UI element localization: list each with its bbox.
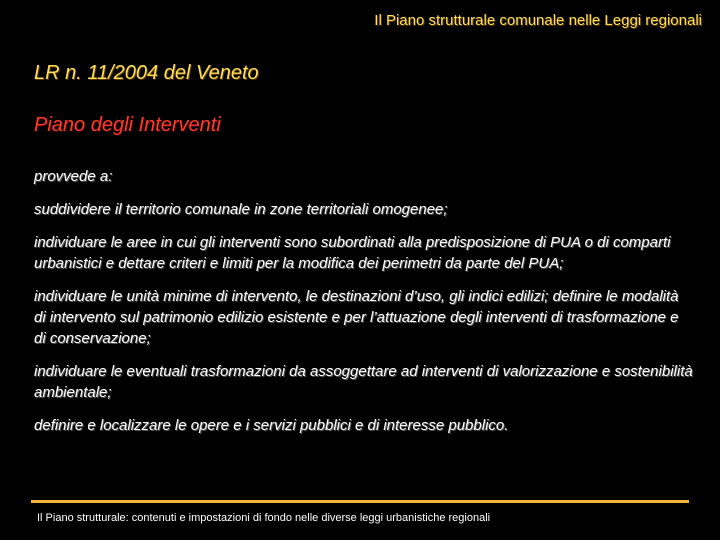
footer-text: Il Piano strutturale: contenuti e impostazioni di fondo nelle diverse leggi urbanistiche regionali bbox=[37, 512, 491, 524]
body-item: suddividere il territorio comunale in zone territoriali omogenee; bbox=[34, 201, 448, 218]
body-item: individuare le aree in cui gli interventi sono subordinati alla predisposizione di PUA o di comparti urbanistici e dettare criteri e limiti per la modifica dei perimetri da parte del PUA; bbox=[34, 234, 671, 272]
body-item: individuare le eventuali trasformazioni da assoggettare ad interventi di valorizzazione e sostenibilità ambientale; bbox=[34, 363, 693, 401]
footer-divider bbox=[31, 500, 689, 503]
body-text bbox=[34, 166, 694, 448]
body-item: individuare le unità minime di intervento, le destinazioni d’uso, gli indici edilizi; definire le modalità di intervento sul patrimonio edilizio esistente e per l’attuazione degli interventi di trasformazione e di conservazione; bbox=[34, 288, 679, 347]
body-intro: provvede a: bbox=[34, 168, 113, 185]
law-subtitle: LR n. 11/2004 del Veneto bbox=[34, 62, 259, 84]
slide-header-title: Il Piano strutturale comunale nelle Leggi regionali bbox=[374, 12, 702, 29]
body-item: definire e localizzare le opere e i servizi pubblici e di interesse pubblico. bbox=[34, 417, 509, 434]
section-title: Piano degli Interventi bbox=[34, 114, 221, 136]
